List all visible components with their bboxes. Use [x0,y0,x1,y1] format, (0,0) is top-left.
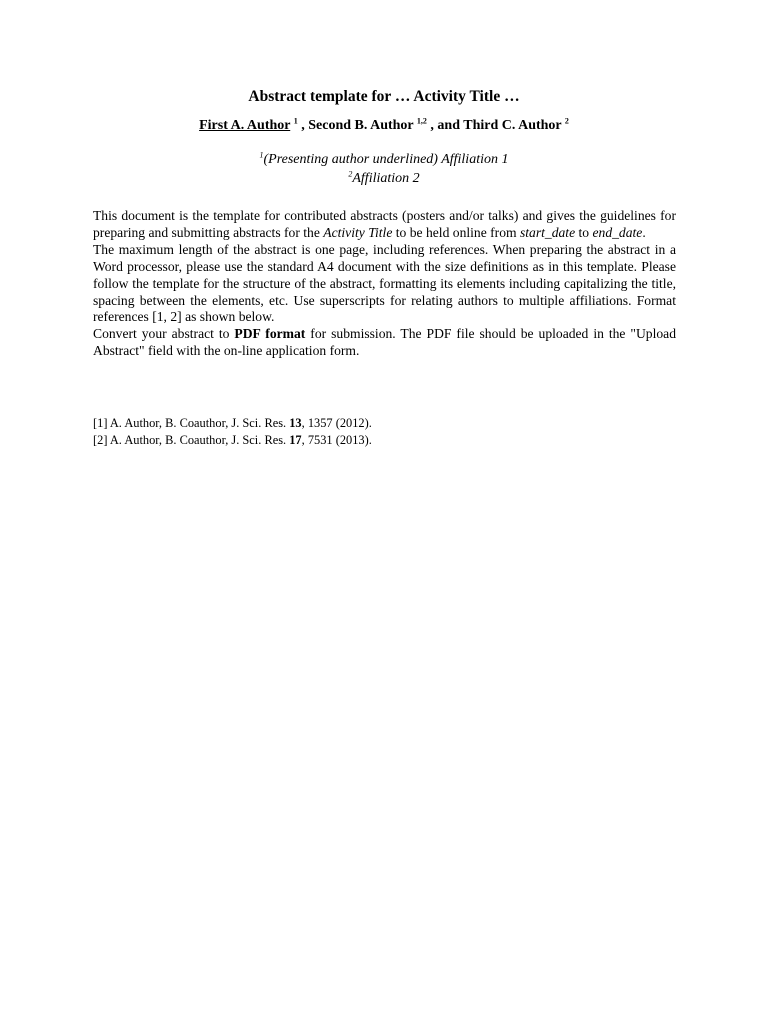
second-author-affiliation-sup: 1,2 [416,116,427,126]
reference-1 [93,415,676,432]
reference-text: [2] A. Author, B. Coauthor, J. Sci. Res. [93,433,290,447]
start-date-italic: start_date [519,224,576,240]
first-author-affiliation-sup: 1 [293,116,298,126]
body-text: for submission. The PDF file should be uploaded in the "Upload Abstract" field with the on-line application form. [93,326,676,359]
affiliation-2-text: Affiliation 2 [352,171,420,186]
body-text: to be held online from [392,224,520,240]
body-text: Convert your abstract to [93,326,235,342]
affiliations [0,150,768,188]
reference-2 [93,432,676,449]
body-paragraph-1 [93,208,676,242]
reference-volume: 17 [289,433,302,447]
affiliation-1-sup: 1 [259,150,264,160]
activity-title-italic: Activity Title [323,224,393,240]
body-text: . [642,224,646,240]
reference-text: , 7531 (2013). [301,433,372,447]
reference-volume: 13 [289,416,302,430]
affiliation-2-sup: 2 [348,169,353,179]
body-text: This document is the template for contributed abstracts (posters and/or talks) and gives the guidelines for preparing and submitting abstracts for the [93,208,676,240]
third-author: , and Third C. Author [430,118,562,133]
body-paragraph-2: The maximum length of the abstract is one page, including references. When preparing the abstract in a Word processor, please use the standard A4 document with the size definitions as in this template. Please follow the template for the structure of the abstract, formatting its elements including capitalizing the title, spacing between the elements, etc. Use superscripts for relating authors to multiple affiliations. Format references [1, 2] as shown below. [93,241,676,325]
references [93,415,676,449]
affiliation-1-text: (Presenting author underlined) Affiliation 1 [263,152,509,167]
author-list [0,118,768,134]
presenting-author: First A. Author [199,118,291,133]
second-author: , Second B. Author [301,118,414,133]
abstract-body [93,208,676,360]
affiliation-1 [0,150,768,169]
body-text: to [575,224,593,240]
reference-text: [1] A. Author, B. Coauthor, J. Sci. Res. [93,416,290,430]
reference-text: , 1357 (2012). [301,416,372,430]
end-date-italic: end_date [592,224,643,240]
affiliation-2 [0,169,768,188]
abstract-title: Abstract template for … Activity Title … [248,88,520,105]
third-author-affiliation-sup: 2 [564,116,569,126]
body-paragraph-3 [93,326,676,360]
pdf-format-bold: PDF format [234,326,306,342]
